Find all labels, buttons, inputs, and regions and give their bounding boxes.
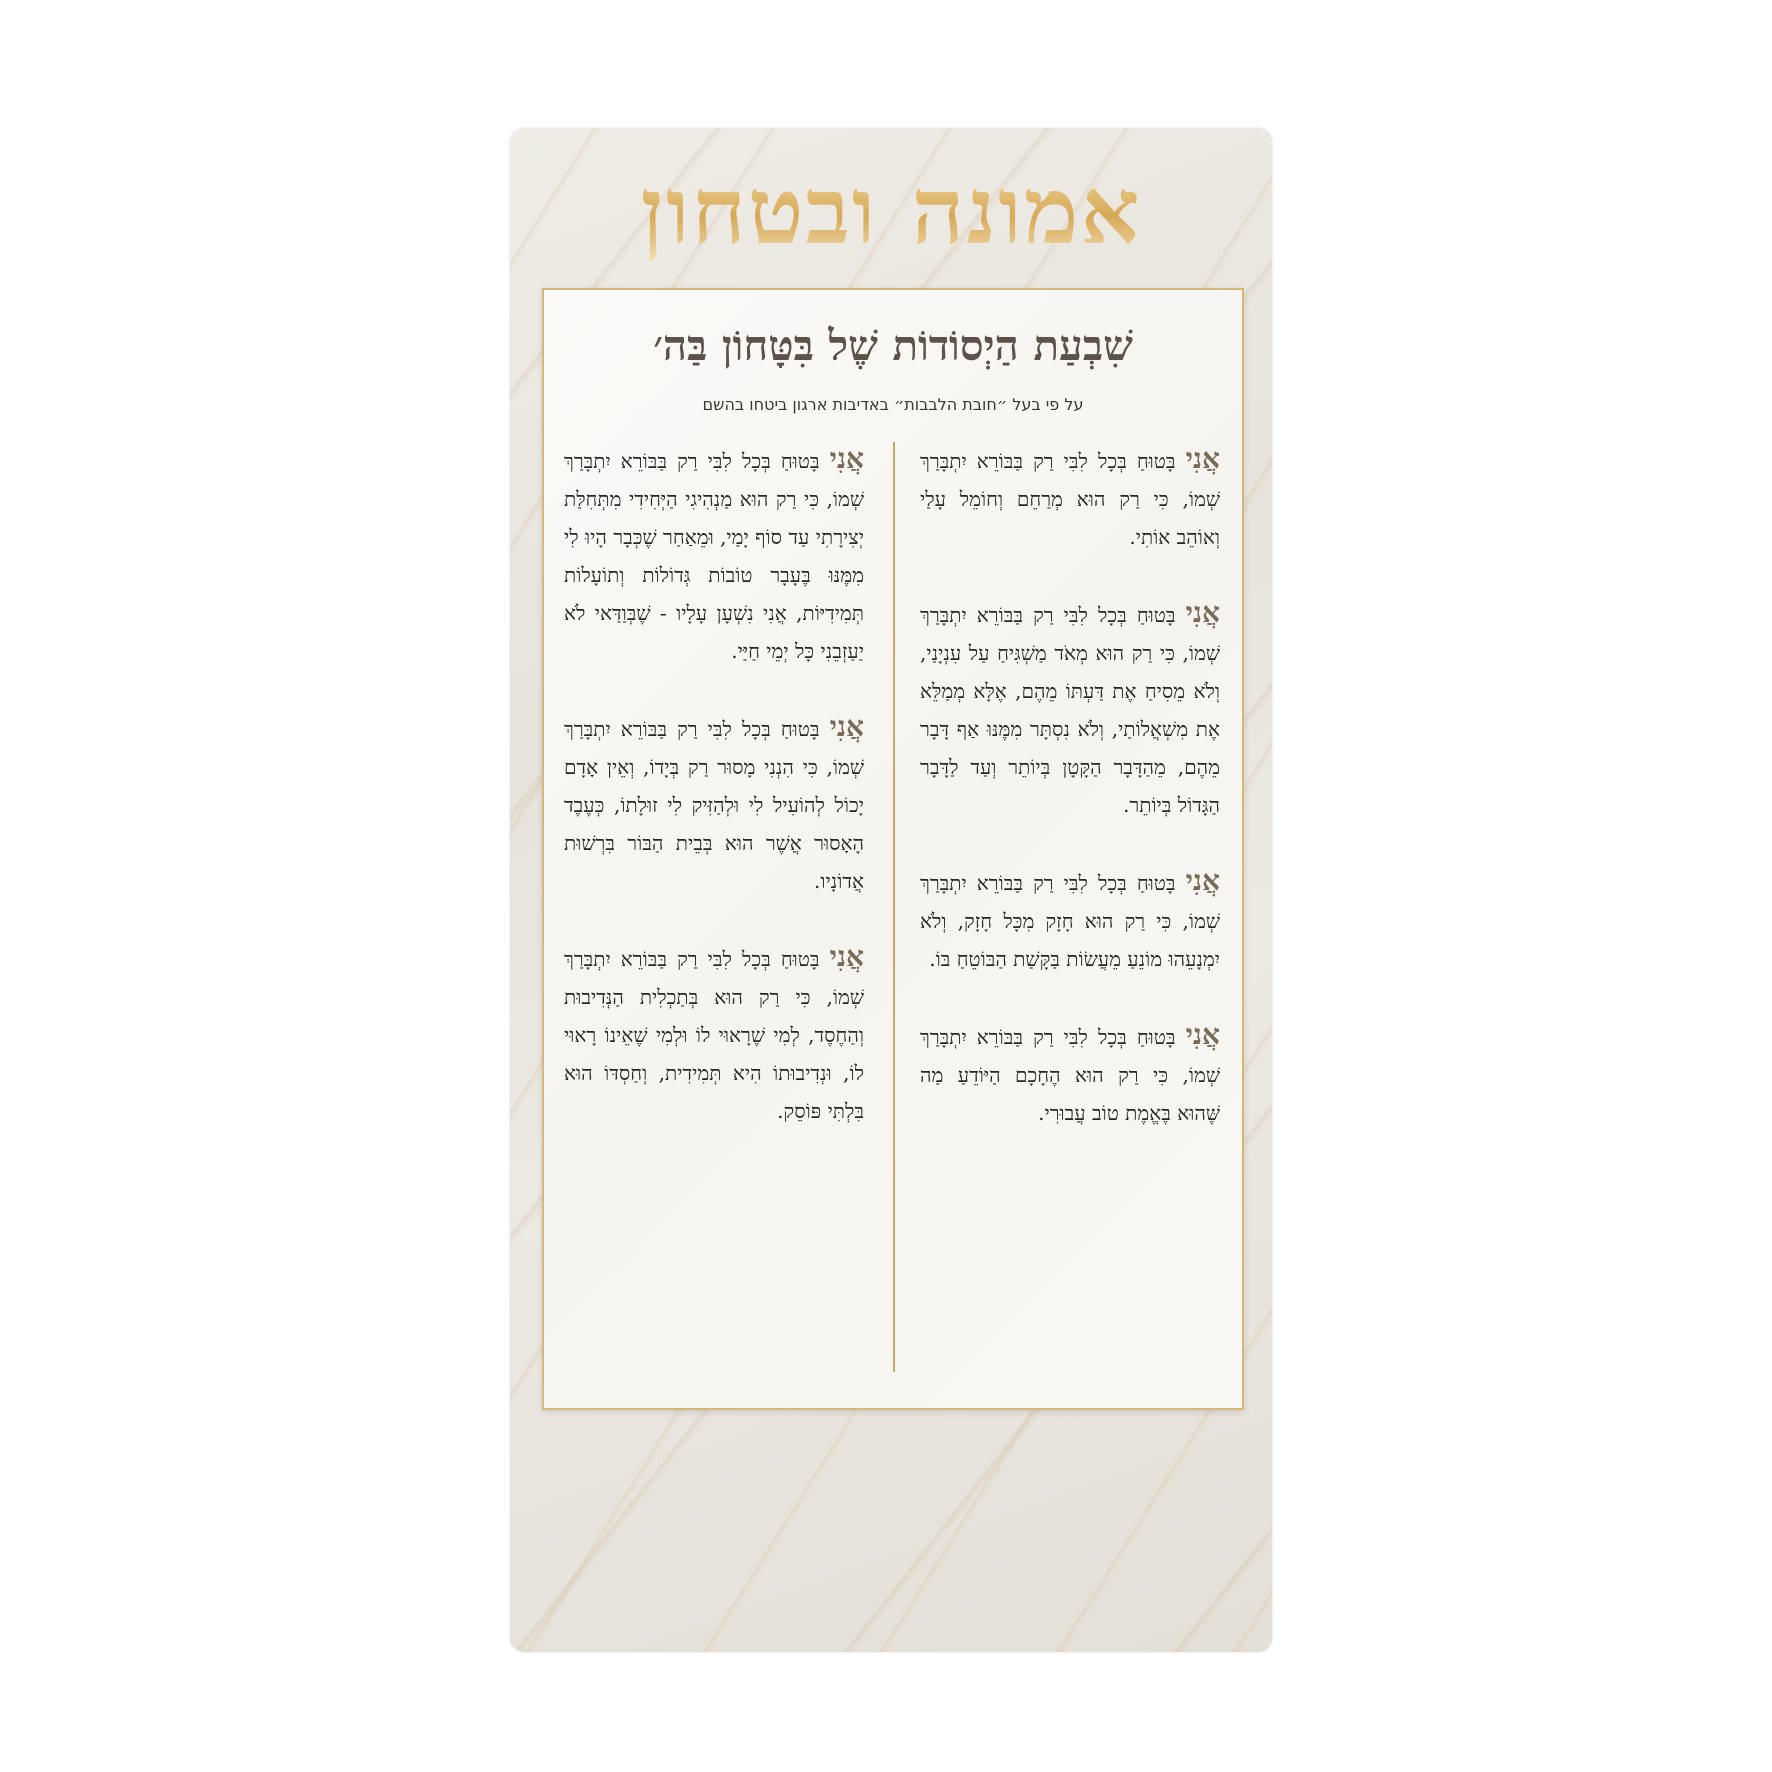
paragraph-lead: אֲנִי bbox=[829, 710, 865, 743]
paragraph-text: בָּטוּחַ בְּכָל לִבִּי רַק בַּבּוֹרֵא יִתְבָּרַךְ שְׁמוֹ, כִּי רַק הוּא בְּתַכְלִית הַנְּדִיבוּת וְהַחֶסֶד, לְמִי שֶׁרָאוּי לוֹ וּלְמִי שֶׁאֵינוֹ רָאוּי לוֹ, וּנְדִיבוּתוֹ הִיא תְּמִידִית, וְחַסְדּוֹ הוּא בִּלְתִּי פּוֹסֵק. bbox=[564, 947, 864, 1123]
left-column bbox=[564, 440, 864, 1168]
panel-title: שִׁבְעַת הַיְסוֹדוֹת שֶׁל בִּטָּחוֹן בַּה׳ bbox=[653, 321, 1133, 370]
plaque bbox=[510, 128, 1272, 1652]
column-divider bbox=[893, 442, 895, 1372]
paragraph-text: בָּטוּחַ בְּכָל לִבִּי רַק בַּבּוֹרֵא יִתְבָּרַךְ שְׁמוֹ, כִּי רַק הוּא מַנְהִיגִי הַיְּחִידִי מִתְּחִלַּת יְצִירָתִי עַד סוֹף יָמַי, וּמֵאַחַר שֶׁכְּבָר הָיוּ לִי מִמֶּנּוּ בֶּעָבָר טוֹבוֹת גְּדוֹלוֹת וְתוֹעָלוֹת תְּמִידִיּוֹת, אֲנִי נִשְׁעָן עָלָיו - שֶׁבְּוַדַּאי לֹא יַעַזְבֵנִי כָּל יְמֵי חַיַּי. bbox=[564, 449, 864, 663]
paragraph-text: בָּטוּחַ בְּכָל לִבִּי רַק בַּבּוֹרֵא יִתְבָּרַךְ שְׁמוֹ, כִּי רַק הוּא הֶחָכָם הַיּוֹדֵעַ מַה שֶּׁהוּא בֶּאֱמֶת טוֹב עֲבוּרִי. bbox=[920, 1025, 1220, 1125]
paragraph-text: בָּטוּחַ בְּכָל לִבִּי רַק בַּבּוֹרֵא יִתְבָּרַךְ שְׁמוֹ, כִּי רַק הוּא חָזָק מִכָּל חָזָק, וְלֹא יִמְנָעֵהוּ מוֹנֵעַ מֵעֲשׂוֹת בַּקָּשַׁת הַבּוֹטֵחַ בּוֹ. bbox=[920, 871, 1220, 971]
paragraph bbox=[564, 938, 864, 1130]
paragraph bbox=[564, 440, 864, 670]
paragraph-text: בָּטוּחַ בְּכָל לִבִּי רַק בַּבּוֹרֵא יִתְבָּרַךְ שְׁמוֹ, כִּי רַק הוּא מְרַחֵם וְחוֹמֵל עָלַי וְאוֹהֵב אוֹתִי. bbox=[920, 449, 1220, 549]
text-panel bbox=[542, 288, 1244, 1410]
paragraph bbox=[920, 862, 1220, 978]
paragraph bbox=[920, 1016, 1220, 1132]
paragraph-text: בָּטוּחַ בְּכָל לִבִּי רַק בַּבּוֹרֵא יִתְבָּרַךְ שְׁמוֹ, כִּי הִנְנִי מָסוּר רַק בְּיָדוֹ, וְאֵין אָדָם יָכוֹל לְהוֹעִיל לִי וּלְהַזִּיק לִי זוּלָתוֹ, כְּעֶבֶד הָאָסוּר אֲשֶׁר הוּא בְּבֵית הַבּוֹר בִּרְשׁוּת אֲדוֹנָיו. bbox=[564, 717, 864, 893]
paragraph-text: בָּטוּחַ בְּכָל לִבִּי רַק בַּבּוֹרֵא יִתְבָּרַךְ שְׁמוֹ, כִּי רַק הוּא מְאֹד מַשְׁגִּיחַ עַל עִנְיָנַי, וְלֹא מֵסִיחַ אֶת דַּעְתּוֹ מֵהֶם, אֶלָּא מְמַלֵּא אֶת מִשְׁאֲלוֹתַי, וְלֹא נִסְתָּר מִמֶּנּוּ אַף דָּבָר מֵהֶם, מֵהַדָּבָר הַקָּטָן בְּיוֹתֵר וְעַד לַדָּבָר הַגָּדוֹל בְּיוֹתֵר. bbox=[920, 603, 1220, 817]
paragraph-lead: אֲנִי bbox=[1185, 596, 1221, 629]
paragraph bbox=[920, 594, 1220, 824]
paragraph-lead: אֲנִי bbox=[1185, 1018, 1221, 1051]
paragraph bbox=[920, 440, 1220, 556]
plaque-title: אמונה ובטחון bbox=[510, 156, 1272, 266]
panel-subtitle: על פי בעל ״חובת הלבבות״ באדיבות ארגון ביטחו בהשם bbox=[702, 395, 1084, 414]
paragraph-lead: אֲנִי bbox=[829, 442, 865, 475]
right-column bbox=[920, 440, 1220, 1170]
paragraph bbox=[564, 708, 864, 900]
paragraph-lead: אֲנִי bbox=[829, 940, 865, 973]
paragraph-lead: אֲנִי bbox=[1185, 442, 1221, 475]
paragraph-lead: אֲנִי bbox=[1185, 864, 1221, 897]
